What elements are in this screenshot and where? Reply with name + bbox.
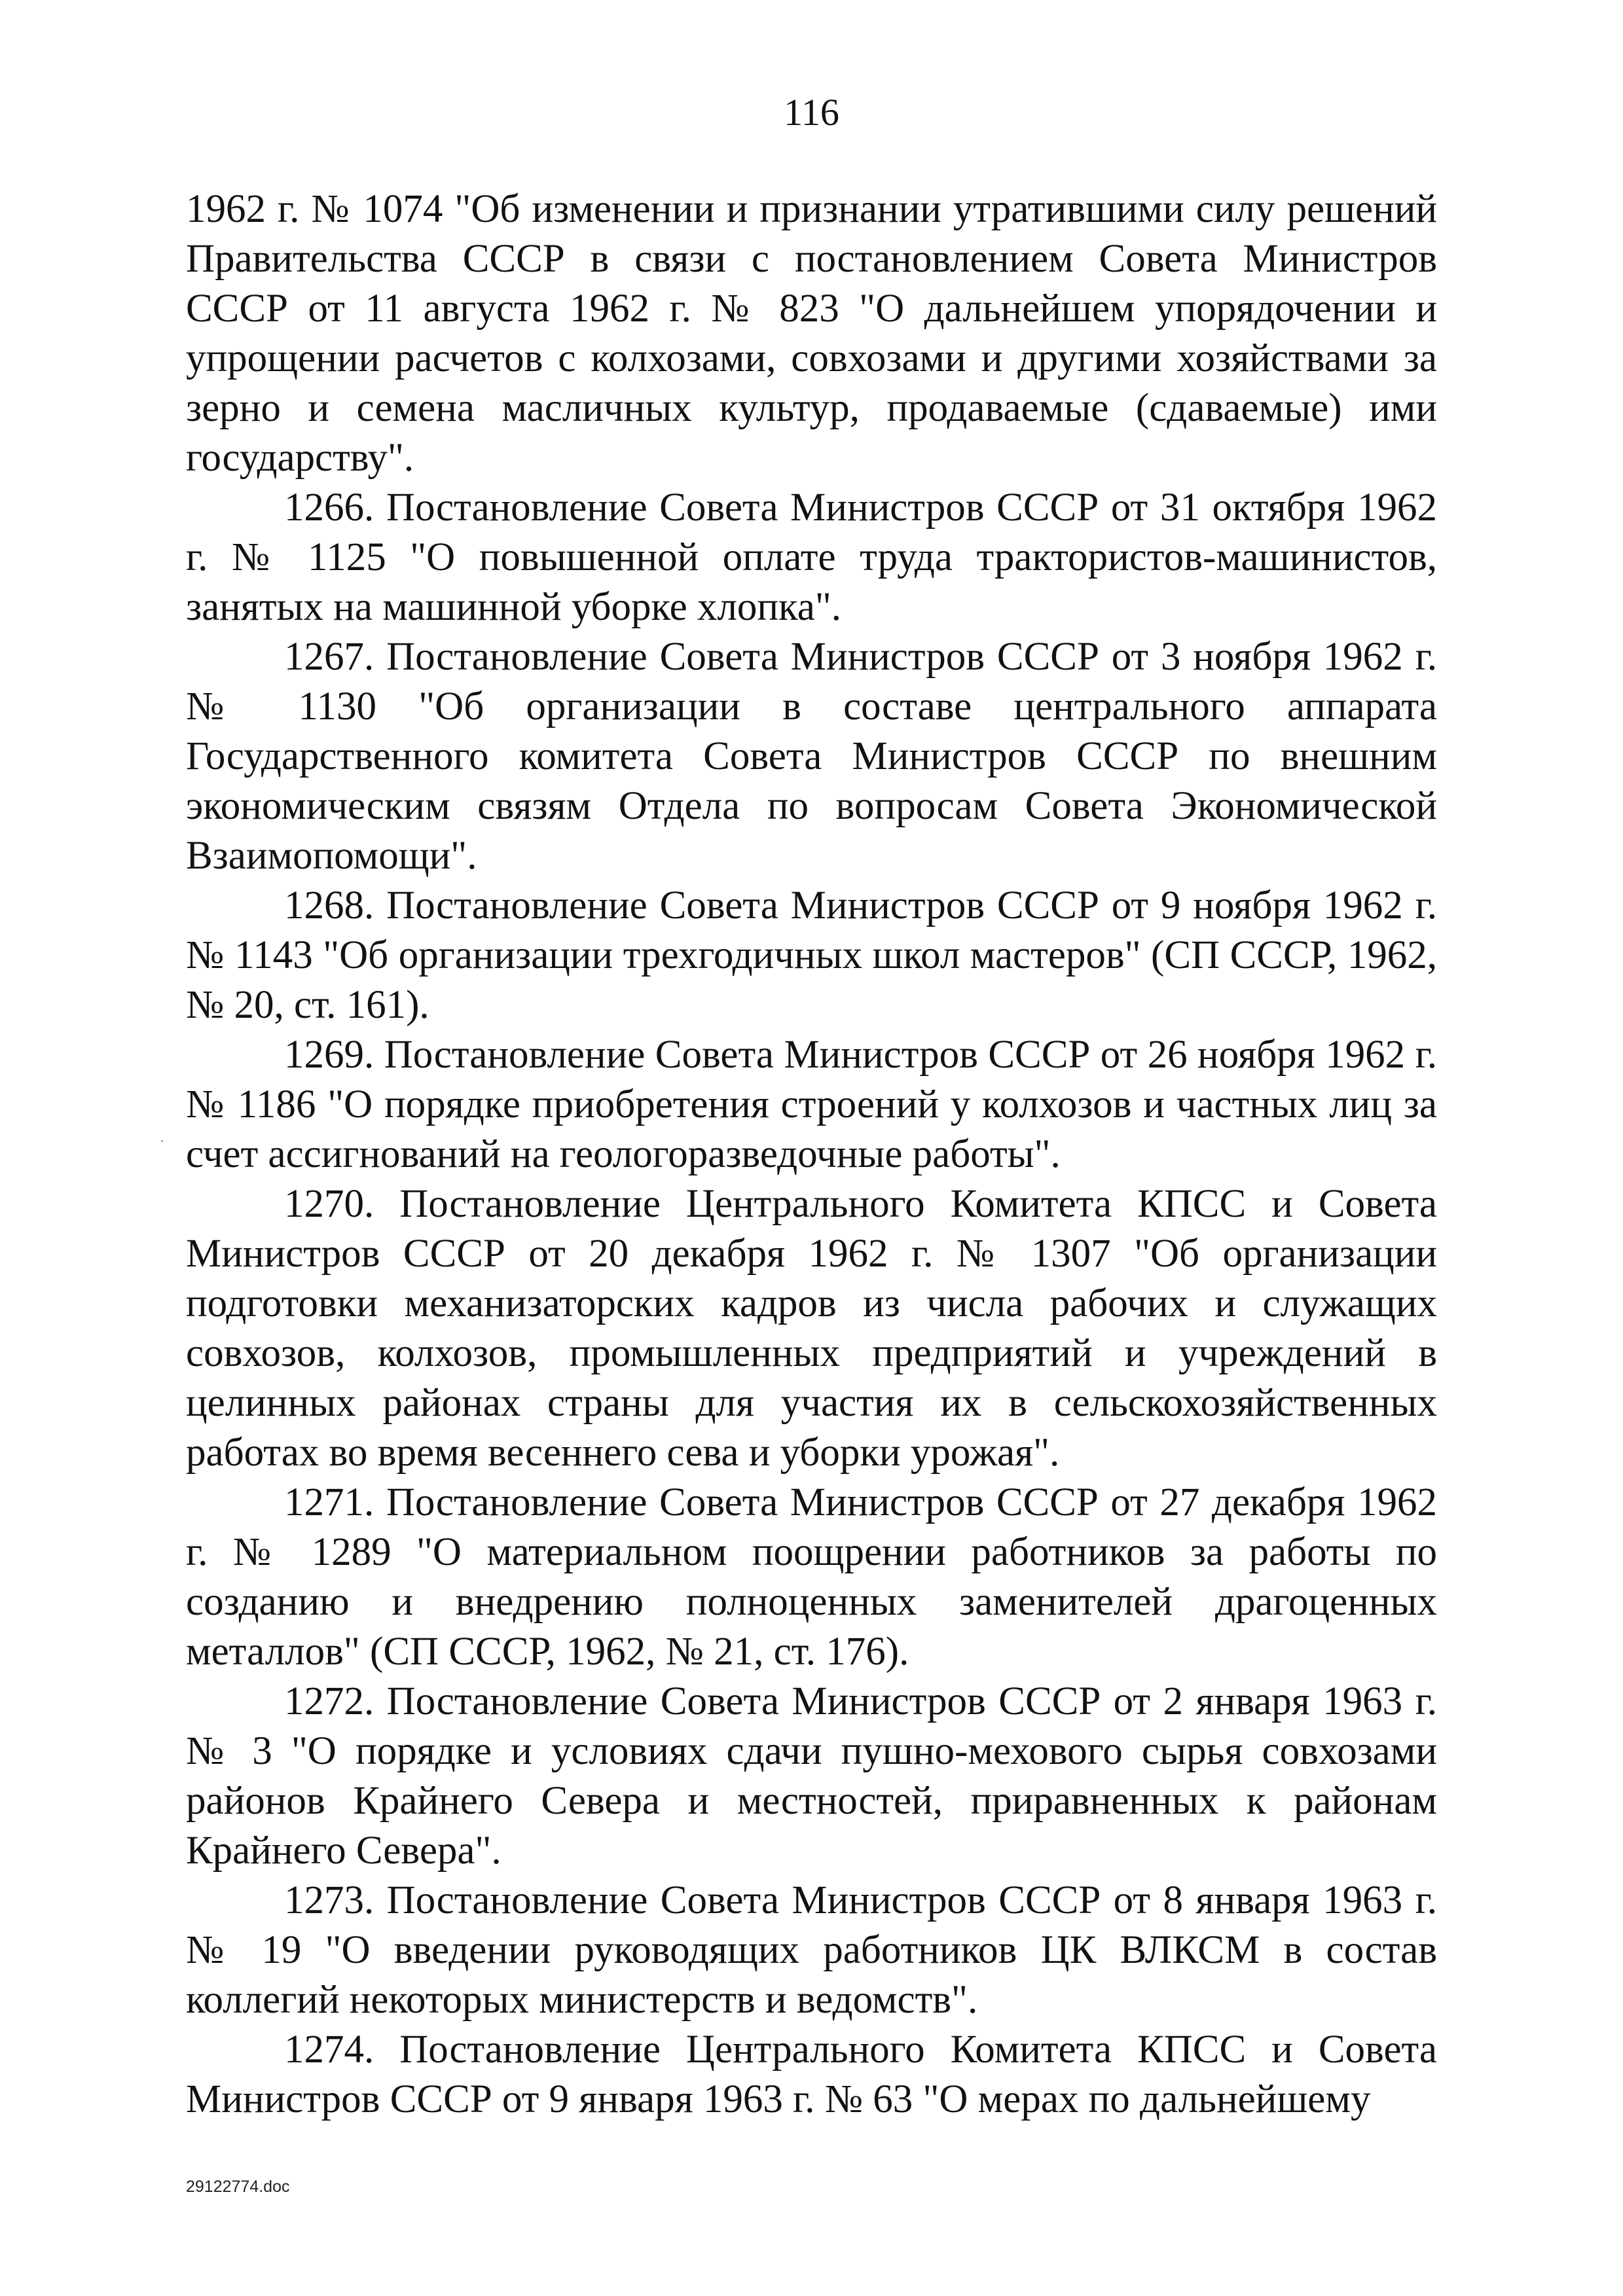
paragraph-item-1269: 1269. Постановление Совета Министров СССР от 26 ноября 1962 г. № 1186 "О порядке приобретения строений у колхозов и частных лиц за счет ассигнований на геологоразведочные работы". — [186, 1033, 1437, 1176]
document-body — [186, 185, 1437, 2125]
paragraph-item-1266: 1266. Постановление Совета Министров СССР от 31 октября 1962 г. № 1125 "О повышенной оплате труда трактористов-машинистов, занятых на машинной уборке хлопка". — [186, 486, 1437, 629]
footer-file-name: 29122774.doc — [186, 2178, 290, 2196]
paragraph-continuation: 1962 г. № 1074 "Об изменении и признании утратившими силу решений Правительства СССР в связи с постановлением Совета Министров СССР от 11 августа 1962 г. № 823 "О дальнейшем упорядочении и упрощении расчетов с колхозами, совхозами и другими хозяйствами за зерно и семена масличных культур, продаваемые (сдаваемые) ими государству". — [186, 187, 1437, 480]
paragraph-item-1271: 1271. Постановление Совета Министров СССР от 27 декабря 1962 г. № 1289 "О материальном поощрении работников за работы по созданию и внедрению полноценных заменителей драгоценных металлов" (СП СССР, 1962, № 21, ст. 176). — [186, 1480, 1437, 1674]
paragraph-item-1274: 1274. Постановление Центрального Комитета КПСС и Совета Министров СССР от 9 января 1963 г. № 63 "О мерах по дальнейшему — [186, 2028, 1437, 2121]
paragraph-item-1272: 1272. Постановление Совета Министров СССР от 2 января 1963 г. № 3 "О порядке и условиях сдачи пушно-мехового сырья совхозами районов Крайнего Севера и местностей, приравненных к районам Крайнего Севера". — [186, 1679, 1437, 1873]
paragraph-item-1270: 1270. Постановление Центрального Комитета КПСС и Совета Министров СССР от 20 декабря 1962 г. № 1307 "Об организации подготовки механизаторских кадров из числа рабочих и служащих совхозов, колхозов, промышленных предприятий и учреждений в целинных районах страны для участия их в сельскохозяйственных работах во время весеннего сева и уборки урожая". — [186, 1182, 1437, 1475]
scan-speck — [161, 1140, 163, 1142]
paragraph-item-1273: 1273. Постановление Совета Министров СССР от 8 января 1963 г. № 19 "О введении руководящих работников ЦК ВЛКСМ в состав коллегий некоторых министерств и ведомств". — [186, 1878, 1437, 2022]
page-number: 116 — [784, 91, 839, 134]
paragraph-item-1268: 1268. Постановление Совета Министров СССР от 9 ноября 1962 г. № 1143 "Об организации трехгодичных школ мастеров" (СП СССР, 1962, № 20, ст. 161). — [186, 884, 1437, 1027]
paragraph-item-1267: 1267. Постановление Совета Министров СССР от 3 ноября 1962 г. № 1130 "Об организации в составе центрального аппарата Государственного комитета Совета Министров СССР по внешним экономическим связям Отдела по вопросам Совета Экономической Взаимопомощи". — [186, 635, 1437, 878]
